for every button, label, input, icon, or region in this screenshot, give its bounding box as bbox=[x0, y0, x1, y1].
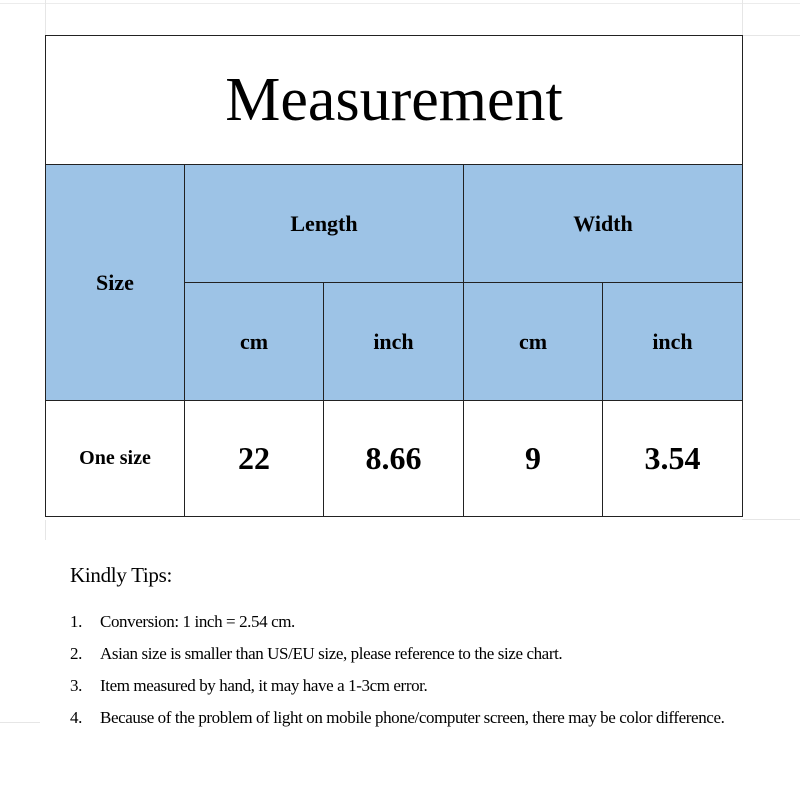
width-inch-value: 3.54 bbox=[603, 401, 743, 517]
list-item-text: Asian size is smaller than US/EU size, please reference to the size chart. bbox=[100, 644, 563, 663]
guide-line bbox=[45, 0, 46, 36]
list-item-number: 1. bbox=[70, 612, 82, 631]
unit-header-length-cm: cm bbox=[185, 283, 324, 401]
list-item-number: 2. bbox=[70, 644, 82, 663]
length-header: Length bbox=[185, 165, 464, 283]
list-item bbox=[70, 670, 770, 702]
row-label: One size bbox=[46, 401, 185, 517]
guide-line bbox=[742, 519, 800, 520]
list-item bbox=[70, 638, 770, 670]
tips-list bbox=[70, 606, 770, 734]
kindly-tips bbox=[70, 563, 770, 734]
list-item bbox=[70, 702, 770, 734]
list-item-text: Conversion: 1 inch = 2.54 cm. bbox=[100, 612, 295, 631]
unit-header-width-inch: inch bbox=[603, 283, 743, 401]
list-item-number: 3. bbox=[70, 676, 82, 695]
list-item bbox=[70, 606, 770, 638]
size-chart-table bbox=[45, 35, 743, 517]
width-cm-value: 9 bbox=[464, 401, 603, 517]
guide-line bbox=[45, 520, 46, 540]
guide-line bbox=[742, 35, 800, 36]
width-header: Width bbox=[464, 165, 743, 283]
size-header: Size bbox=[46, 165, 185, 401]
list-item-text: Item measured by hand, it may have a 1-3cm error. bbox=[100, 676, 428, 695]
guide-line bbox=[742, 0, 743, 36]
guide-line bbox=[0, 722, 40, 723]
length-inch-value: 8.66 bbox=[324, 401, 464, 517]
unit-header-width-cm: cm bbox=[464, 283, 603, 401]
list-item-text: Because of the problem of light on mobile phone/computer screen, there may be color difference. bbox=[100, 708, 725, 727]
guide-line bbox=[0, 3, 800, 4]
unit-header-length-inch: inch bbox=[324, 283, 464, 401]
table-row bbox=[46, 401, 743, 517]
length-cm-value: 22 bbox=[185, 401, 324, 517]
tips-title: Kindly Tips: bbox=[70, 563, 173, 587]
table-title: Measurement bbox=[46, 36, 743, 165]
list-item-number: 4. bbox=[70, 708, 82, 727]
